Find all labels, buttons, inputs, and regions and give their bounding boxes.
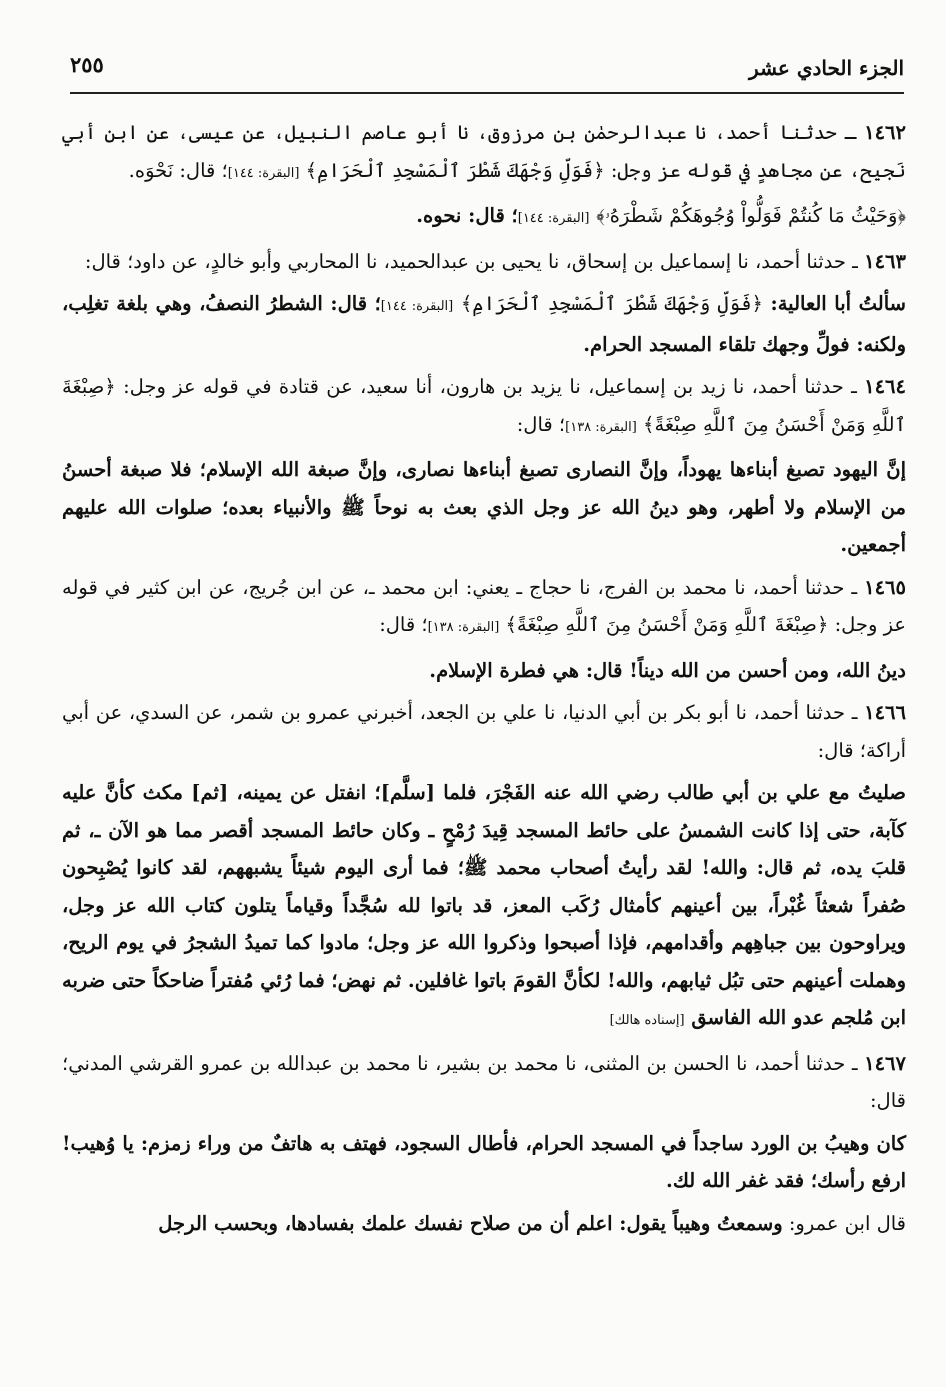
quote-text: إنَّ اليهود تصبغ أبناءها يهوداً، وإنَّ النصارى تصبغ أبناءها نصارى، وإنَّ صبغة الله الإسلام؛ فلا صبغة أحسنُ من الإسلام ولا أطهر، وهو دينُ الله عز وجل الذي بعث به نوحاً ﷺ والأنبياء بعده؛ صلوات الله عليهم أجمعين. bbox=[62, 458, 906, 556]
running-title: الجزء الحادي عشر bbox=[749, 56, 904, 80]
paragraph-1463 bbox=[62, 243, 906, 281]
quote-text: صليتُ مع علي بن أبي طالب رضي الله عنه الفَجْرَ، فلما [سلَّم]؛ انفتل عن يمينه، [ثم] مكث كأنَّ عليه كآبة، حتى إذا كانت الشمسُ على حائط المسجد قِيدَ رُمْحٍ ـ وكان حائط المسجد أقصر مما هو الآن ـ، ثم قلبَ يده، ثم قال: والله! لقد رأيتُ أصحاب محمد ﷺ؛ فما أرى اليوم شيئاً يشبههم، لقد كانوا يُصْبِحون صُفراً شعثاً غُبْراً، بين أعينهم كأمثال رُكَب المعز، قد باتوا لله سُجَّداً وقياماً يتلون كتاب الله عز وجل، ويراوحون بين جباهِهم وأقدامهم، فإذا أصبحوا وذكروا الله عز وجل؛ مادوا كما تميدُ الشجرُ في يوم الريح، وهملت أعينهم حتى تبُل ثيابهم، والله! لكأنَّ القومَ باتوا غافلين. ثم نهض؛ فما رُئي مُفتراً ضاحكاً حتى ضربه ابن مُلجم عدو الله الفاسق bbox=[62, 781, 906, 1029]
isnad-text: ـ حدثنا أحمد، نا عبدالرحمٰن بن مرزوق، نا أبو عاصم النبيل، عن عيسى، عن ابن أبي نَجيح، عن مجاهدٍ في قوله عز وجل: bbox=[62, 121, 906, 182]
verse-reference: [البقرة: ١٤٤] bbox=[517, 211, 590, 226]
hadith-number: ١٤٦٧ bbox=[864, 1051, 907, 1075]
quran-verse: ﴿فَوَلِّ وَجْهَكَ شَطْرَ ٱلْمَسْجِدِ ٱلْحَرَامِ﴾ bbox=[460, 292, 763, 315]
paragraph-tail: ؛ قال: الشطرُ النصفُ، وهي بلغة تغلِب، ولكنه: فولِّ وجهك تلقاء المسجد الحرام. bbox=[62, 292, 906, 356]
paragraph-tail: ؛ قال: bbox=[379, 613, 428, 636]
quran-verse: ﴿فَوَلِّ وَجْهَكَ شَطْرَ ٱلْمَسْجِدِ ٱلْحَرَامِ﴾ bbox=[305, 158, 605, 182]
grading-note: [إسناده هالك] bbox=[609, 1013, 685, 1028]
hadith-number: ١٤٦٣ bbox=[864, 249, 906, 273]
quote-text: وسمعتُ وهيباً يقول: اعلم أن من صلاح نفسك علمك بفسادها، وبحسب الرجل bbox=[158, 1211, 783, 1235]
verse-reference: [البقرة: ١٤٤] bbox=[380, 299, 454, 314]
verse-reference: [البقرة: ١٣٨] bbox=[565, 419, 637, 435]
paragraph-1462 bbox=[62, 114, 906, 192]
quran-verse: ﴿صِبْغَةَ ٱللَّهِ وَمَنْ أَحْسَنُ مِنَ ٱللَّهِ صِبْغَةً﴾ bbox=[505, 613, 829, 636]
verse-reference: [البقرة: ١٣٨] bbox=[427, 620, 500, 635]
paragraph-1465 bbox=[62, 569, 906, 647]
paragraph-verse-144 bbox=[62, 197, 906, 238]
isnad-text: ـ حدثنا أحمد، نا إسماعيل بن إسحاق، نا يحيى بن عبدالحميد، نا المحاربي وأبو خالدٍ، عن داود؛ قال: bbox=[84, 249, 858, 273]
paragraph-ali-quote bbox=[62, 774, 906, 1040]
paragraph-abu-al-aliya bbox=[62, 285, 906, 363]
quote-text: دينُ الله، ومن أحسن من الله ديناً! قال: هي فطرة الإسلام. bbox=[429, 658, 906, 682]
paragraph-ibn-kathir-quote bbox=[62, 652, 906, 690]
paragraph-1467 bbox=[62, 1045, 906, 1120]
isnad-text: ـ حدثنا أحمد، نا محمد بن الفرج، نا حجاج ـ يعني: ابن محمد ـ، عن ابن جُريج، عن ابن كثير في قوله عز وجل: bbox=[62, 575, 906, 636]
page-number: ٢٥٥ bbox=[70, 52, 104, 77]
hadith-number: ١٤٦٥ bbox=[864, 575, 906, 599]
paragraph-tail: ؛ قال: bbox=[516, 412, 566, 436]
hadith-number: ١٤٦٤ bbox=[864, 375, 907, 398]
quote-text: كان وهيبُ بن الورد ساجداً في المسجد الحرام، فأطال السجود، فهتف به هاتفٌ من وراء زمزم: يا وُهيب! ارفع رأسك؛ فقد غفر الله لك. bbox=[62, 1131, 906, 1192]
quran-verse: ﴿صِبْغَةَ ٱللَّهِ وَمَنْ أَحْسَنُ مِنَ ٱللَّهِ صِبْغَةً﴾ bbox=[62, 375, 906, 436]
isnad-text: ـ حدثنا أحمد، نا الحسن بن المثنى، نا محمد بن بشير، نا محمد بن عبدالله بن عمرو القرشي المدني؛ قال: bbox=[62, 1051, 906, 1112]
isnad-text: ـ حدثنا أحمد، نا زيد بن إسماعيل، نا يزيد بن هارون، أنا سعيد، عن قتادة في قوله عز وجل: bbox=[123, 375, 857, 398]
page-body bbox=[62, 114, 906, 1247]
paragraph-tail: ؛ قال: نَحْوَه. bbox=[128, 158, 228, 182]
hadith-number: ١٤٦٢ bbox=[864, 121, 906, 144]
page-header bbox=[70, 52, 904, 92]
paragraph-lead: سألتُ أبا العالية: bbox=[770, 292, 907, 315]
header-rule bbox=[70, 92, 904, 94]
paragraph-1464 bbox=[62, 368, 906, 446]
verse-reference: [البقرة: ١٤٤] bbox=[227, 165, 300, 181]
paragraph-tail: ؛ قال: نحوه. bbox=[416, 204, 518, 227]
hadith-number: ١٤٦٦ bbox=[864, 701, 907, 724]
paragraph-lead: قال ابن عمرو: bbox=[788, 1211, 906, 1235]
paragraph-qatada-quote bbox=[62, 451, 906, 564]
paragraph-ibn-amr bbox=[62, 1205, 906, 1243]
paragraph-1466 bbox=[62, 694, 906, 769]
isnad-text: ـ حدثنا أحمد، نا أبو بكر بن أبي الدنيا، نا علي بن الجعد، أخبرني عمرو بن شمر، عن السدي، عن أبي أراكة؛ قال: bbox=[62, 701, 906, 762]
quran-verse: ﴿وَحَيْثُ مَا كُنتُمْ فَوَلُّواْ وُجُوهَكُمْ شَطْرَهُۥ﴾ bbox=[596, 204, 906, 227]
paragraph-wuhayb-quote bbox=[62, 1125, 906, 1200]
